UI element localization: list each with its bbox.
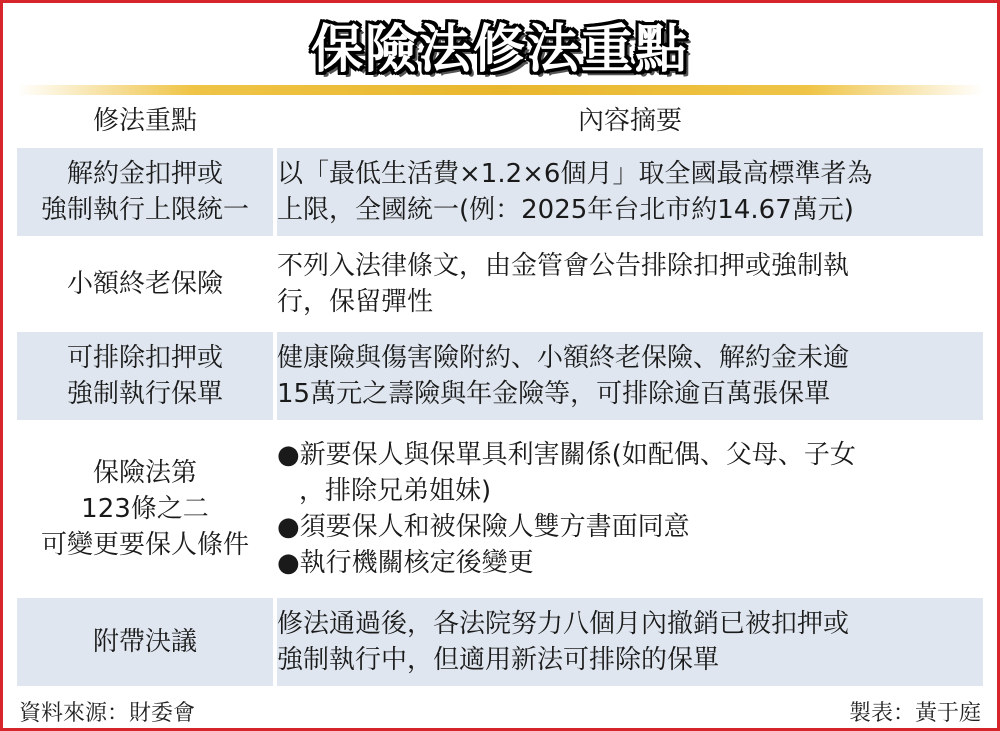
row-summary-line: 15萬元之壽險與年金險等，可排除逾百萬張保單 — [277, 379, 831, 409]
table-header-row — [17, 98, 983, 146]
row-key-line: 可變更要保人條件 — [40, 530, 249, 560]
page-title: 保險法修法重點 — [310, 20, 689, 80]
row-key-line: 強制執行保單 — [66, 379, 223, 409]
bullet-item: ●執行機關核定後變更 — [277, 548, 534, 578]
row-summary-line: 以「最低生活費×1.2×6個月」取全國最高標準者為 — [277, 159, 873, 189]
table-row — [17, 422, 983, 596]
row-key-line: 123條之二 — [81, 494, 209, 524]
table-row — [17, 238, 983, 330]
row-summary — [275, 146, 983, 238]
row-key — [17, 146, 275, 238]
source-credit: 資料來源：財委會 — [19, 701, 196, 726]
amendment-table — [17, 98, 983, 690]
row-key-line: 附帶決議 — [92, 627, 197, 657]
column-header-key: 修法重點 — [17, 98, 275, 146]
row-key-line: 保險法第 — [92, 458, 197, 488]
row-key-line: 小額終老保險 — [66, 269, 223, 299]
row-summary-line: 不列入法律條文，由金管會公告排除扣押或強制執 — [277, 251, 850, 281]
row-key — [17, 238, 275, 330]
column-header-summary: 內容摘要 — [275, 98, 983, 146]
bullet-item-continuation: ，排除兄弟姐妹) — [299, 476, 492, 506]
row-summary — [275, 330, 983, 422]
row-summary-line: 健康險與傷害險附約、小額終老保險、解約金未逾 — [277, 343, 850, 373]
table-row — [17, 330, 983, 422]
row-key-line: 可排除扣押或 — [66, 343, 223, 373]
row-summary-line: 上限，全國統一(例：2025年台北市約14.67萬元) — [277, 195, 854, 225]
bullet-item: ●新要保人與保單具利害關係(如配偶、父母、子女 — [277, 440, 856, 470]
row-summary — [275, 422, 983, 596]
row-key — [17, 330, 275, 422]
row-summary-line: 強制執行中，但適用新法可排除的保單 — [277, 645, 720, 675]
row-summary-line: 行，保留彈性 — [277, 287, 434, 317]
table-row — [17, 596, 983, 688]
table-row — [17, 146, 983, 238]
row-key-line: 解約金扣押或 — [66, 159, 223, 189]
row-key — [17, 422, 275, 596]
row-summary — [275, 596, 983, 688]
bullet-item: ●須要保人和被保險人雙方書面同意 — [277, 512, 690, 542]
row-summary — [275, 238, 983, 330]
row-key — [17, 596, 275, 688]
maker-credit: 製表：黃于庭 — [848, 701, 981, 726]
title-area — [3, 3, 997, 83]
row-key-line: 強制執行上限統一 — [40, 195, 249, 225]
title-underline — [17, 85, 983, 95]
row-summary-line: 修法通過後，各法院努力八個月內撤銷已被扣押或 — [277, 609, 850, 639]
